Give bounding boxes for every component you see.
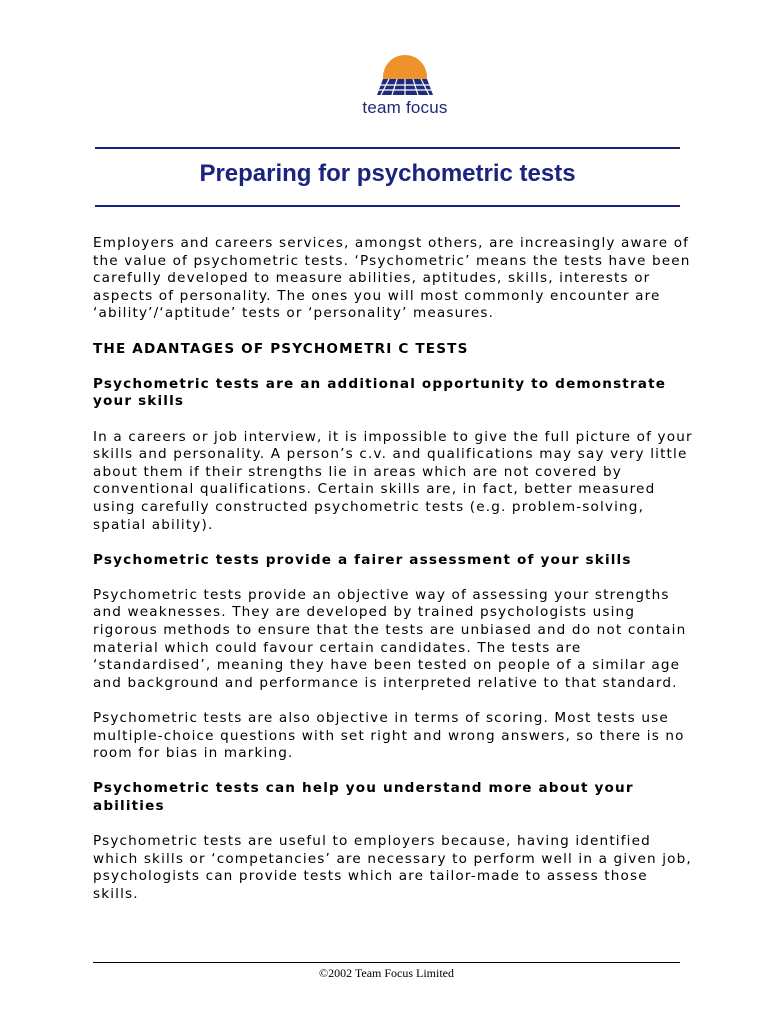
footer-rule (93, 962, 680, 963)
paragraph-employers: Psychometric tests are useful to employers because, having identified which skills or ‘competancies’ are necessary to perform well in a given job, psychologists can provide tests which are tailor-made to assess those skills. (93, 833, 692, 902)
body-text (93, 235, 693, 921)
paragraph-interview: In a careers or job interview, it is impossible to give the full picture of your skills and personality. A person’s c.v. and qualifications may say very little about them if their strengths lie in areas which are not covered by conventional qualifications. Certain skills are, in fact, better measured using carefully constructed psychometric tests (e.g. problem-solving, spatial ability). (93, 428, 693, 533)
subheading-opportunity: Psychometric tests are an additional opportunity to demonstrate your skills (93, 375, 667, 410)
team-focus-logo (340, 52, 470, 124)
subheading-understand: Psychometric tests can help you understand more about your abilities (93, 780, 634, 814)
paragraph-objective: Psychometric tests provide an objective way of assessing your strengths and weaknesses. They are developed by trained psychologists using rigorous methods to ensure that the tests are unbiased and do not contain material which could favour certain candidates. The tests are ‘standardised’, meaning they have been tested on people of a similar age and background and performance is interpreted relative to that standard. (93, 586, 687, 691)
sunrise-logo-icon (374, 52, 436, 98)
paragraph-scoring: Psychometric tests are also objective in terms of scoring. Most tests use multiple-choice questions with set right and wrong answers, so there is no room for bias in marking. (93, 710, 685, 762)
subheading-fairer: Psychometric tests provide a fairer assessment of your skills (93, 551, 632, 568)
intro-paragraph: Employers and careers services, amongst others, are increasingly aware of the value of psychometric tests. ‘Psychometric’ means the tests have been carefully developed to measure abilities, aptitudes, skills, interests or aspects of personality. The ones you will most commonly encounter are ‘ability’/‘aptitude’ tests or ‘personality’ measures. (93, 235, 691, 322)
title-bottom-rule (95, 205, 680, 207)
copyright-footer: ©2002 Team Focus Limited (318, 966, 455, 980)
section-heading: THE ADANTAGES OF PSYCHOMETRI C TESTS (93, 340, 469, 357)
logo-wordmark: team focus (362, 98, 448, 117)
title-top-rule (95, 147, 680, 149)
page-title: Preparing for psychometric tests (199, 160, 576, 187)
